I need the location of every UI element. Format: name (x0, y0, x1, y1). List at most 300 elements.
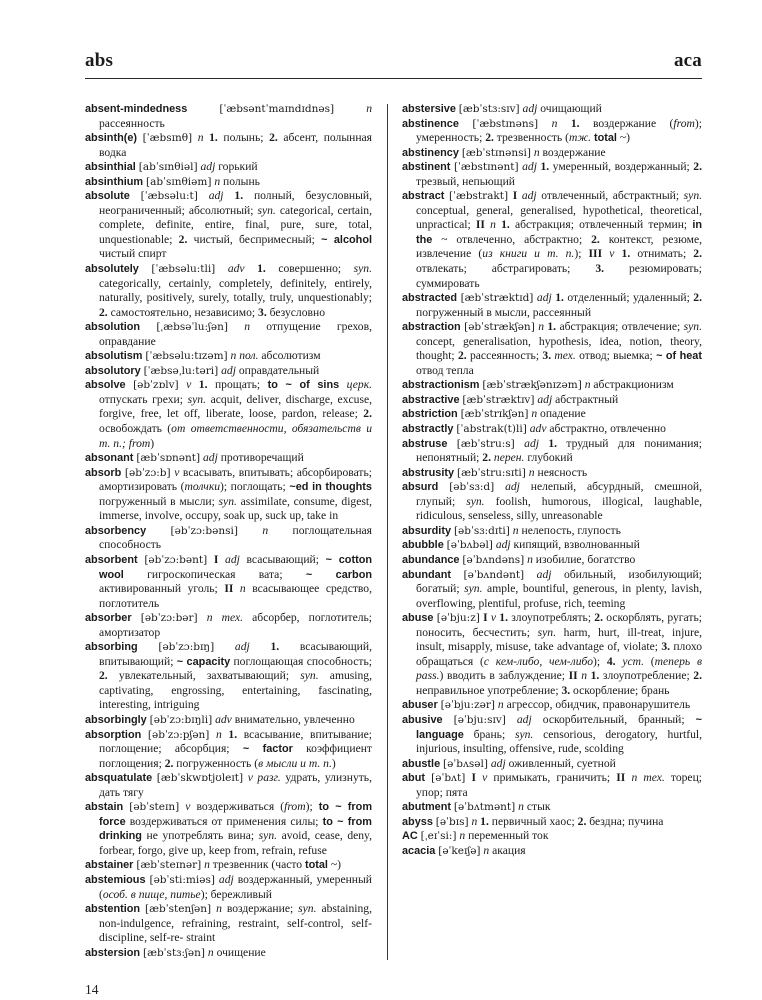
entry-text: categorically, certainly, completely, definitely, entirely, naturally, positively, surely, totally, truly, unquestionably; (99, 276, 372, 305)
pronunciation: [əˈbju:sɪv] (453, 713, 506, 726)
entry-text: примыкать, граничить; (487, 771, 617, 785)
italic-label: v (185, 800, 191, 814)
entry-text (459, 117, 472, 130)
italic-label: n (216, 727, 222, 741)
entry-abstractly (402, 422, 702, 437)
entry-text: foolish, humorous, illogical, laughable, ridiculous, senseless, silly, unreasonable (416, 494, 702, 523)
bold-collocation: ~ factor (242, 743, 293, 756)
bold-collocation: ~ capacity (176, 655, 231, 668)
pronunciation: [əˈbʌt] (431, 772, 466, 785)
italic-label: особ. в пище, питье (102, 887, 201, 901)
italic-label: syn. (514, 727, 534, 741)
sense-number: 1. (480, 814, 489, 828)
sense-number: 2. (693, 291, 702, 305)
pronunciation: [æbˈstræktɪd] (460, 292, 534, 305)
pronunciation: [ˈæbstɪnənt] (453, 161, 519, 174)
entry-text: акация (489, 843, 526, 857)
entry-abstracted (402, 291, 702, 320)
entry-abstersive (402, 102, 702, 117)
sense-number: 3. (661, 640, 671, 654)
bold-collocation: total (304, 859, 328, 872)
running-head (85, 50, 702, 79)
entry-text: трезвенник (часто (209, 858, 305, 872)
entry-abstrusity (402, 466, 702, 481)
italic-label: n (483, 843, 490, 857)
italic-label: adv (215, 712, 232, 726)
italic-label: adj (522, 160, 537, 174)
sense-number: II (224, 582, 234, 596)
entry-text: воздерживаться от применения силы; (125, 814, 323, 828)
italic-label: уст. (622, 654, 645, 668)
pronunciation: [əbˈzɔ:bər] (140, 612, 198, 625)
headword: abustle (402, 757, 441, 770)
bold-collocation: ~ carbon (305, 568, 372, 581)
entry-text: ~) (327, 858, 342, 872)
entry-text: harm, hurt, ill-treat, injure, insult, misapply, misuse, take advantage of, violate; (416, 625, 702, 654)
entry-acacia (402, 844, 702, 859)
entry-text: абстракция; отвлеченный термин; (509, 218, 693, 232)
italic-label: n (459, 829, 466, 843)
entry-text: conceptual, general, generalised, hypothetical, theoretical, unpractical; (416, 203, 702, 232)
entry-text: изобилие, богатство (532, 552, 636, 566)
entry-text: acquit, deliver, discharge, excuse, forgive, free, let off, liberate, loose, pardon, release; (99, 392, 372, 421)
italic-label: v разг. (247, 771, 281, 785)
headword: acacia (402, 844, 436, 857)
sense-number: 2. (269, 131, 278, 145)
bold-collocation: to ~ from force (99, 801, 373, 828)
italic-label: из книги и т. п. (482, 247, 575, 261)
entry-text (524, 568, 537, 581)
entry-text (179, 378, 187, 391)
headword: abstractive (402, 393, 460, 406)
entry-absinth-e (85, 131, 372, 160)
sense-number: II (568, 669, 578, 683)
italic-label: n (531, 407, 538, 421)
entry-absolutism (85, 349, 372, 364)
italic-label: n (581, 669, 587, 683)
entry-text (238, 524, 262, 537)
italic-label: n (490, 218, 496, 232)
italic-label: adj (536, 567, 552, 581)
pronunciation: [æbˈsɒnənt] (136, 452, 201, 465)
headword: abstinence (402, 117, 459, 130)
entry-text (126, 378, 134, 391)
entry-absinthial (85, 160, 372, 175)
bold-collocation: to ~ from drinking (99, 815, 372, 843)
entry-text (198, 611, 207, 624)
headword: AC (402, 830, 418, 843)
headword: absinth(e) (85, 132, 138, 145)
entry-absurdity (402, 524, 702, 539)
sense-number: II (475, 218, 485, 232)
headword: absinthial (85, 161, 136, 174)
entry-text: полынь; (217, 131, 270, 145)
italic-label: from (673, 116, 695, 130)
sense-number: 1. (570, 116, 580, 130)
italic-label: v (482, 771, 488, 785)
italic-label: adj (221, 363, 236, 377)
headword: abundance (402, 553, 460, 566)
entry-text: неясность (534, 465, 588, 479)
pronunciation: [æbˈskwɒtjʊleɪt] (156, 772, 244, 785)
sense-number: 2. (99, 669, 108, 683)
italic-label: v (609, 247, 615, 261)
headword: abyss (402, 815, 433, 828)
entry-text: абстракция; отвлечение; (556, 320, 684, 334)
entry-text: стык (523, 800, 551, 814)
entry-text: всасывать, впитывать; абсорбировать; амортизировать ( (99, 465, 372, 494)
entry-text (538, 117, 551, 130)
italic-label: syn. (257, 203, 276, 217)
italic-label: n (262, 523, 269, 537)
italic-label: adj (495, 538, 511, 552)
italic-label: adj (521, 189, 537, 203)
italic-label: adj (505, 480, 520, 494)
sense-number: 2. (482, 451, 491, 465)
italic-label: v (174, 465, 180, 479)
entry-text: самостоятельно, независимо; (107, 305, 259, 319)
column-right (402, 102, 702, 960)
entry-text: assimilate, consume, digest, immerse, involve, occupy, soak up, suck up, take in (99, 494, 372, 523)
pronunciation: [æbˈstru:sɪti] (456, 466, 526, 479)
sense-number: I (213, 552, 219, 566)
entry-abstinency (402, 146, 702, 161)
pronunciation: [əˈbʌtmənt] (453, 801, 516, 814)
italic-label: n (244, 320, 251, 334)
italic-label: adj (202, 451, 218, 465)
entry-text: умеренный, воздержанный; (549, 160, 694, 174)
sense-number: 1. (499, 611, 508, 625)
entry-ac (402, 829, 702, 844)
entry-text: отпущение грехов, оправдание (99, 320, 372, 348)
entry-text: удрать, улизнуть, дать тягу (99, 771, 372, 799)
headword: absolutism (85, 350, 143, 363)
headword: abubble (402, 539, 444, 552)
italic-label: syn. (537, 625, 556, 639)
sense-number: 1. (590, 669, 600, 683)
entry-text: нелепость, глупость (518, 523, 621, 537)
headword: absolutory (85, 364, 141, 377)
entry-text: всасывающее средство, поглотитель (99, 582, 372, 610)
headword: abstinent (402, 161, 451, 174)
italic-label: adj (234, 640, 250, 654)
entry-text (494, 480, 505, 493)
entry-abstention (85, 902, 372, 946)
sense-number: 1. (198, 378, 208, 392)
entry-text (215, 262, 228, 275)
entry-abstainer (85, 858, 372, 873)
entry-text (191, 378, 199, 391)
entry-text: абсолютизм (258, 349, 321, 363)
entry-text: поглощательная способность (99, 523, 373, 552)
headword: absolutely (85, 263, 139, 276)
sense-number: 2. (693, 247, 702, 261)
pronunciation: [ˈæbsəntˈmaɪndɪdnəs] (219, 103, 335, 115)
pronunciation: [æbˈstru:s] (456, 437, 515, 450)
pronunciation: [əbˈzɔ:bənsi] (170, 524, 238, 537)
entry-text: ) (331, 756, 336, 770)
italic-label: n (207, 945, 214, 959)
entry-text: прощать; (207, 378, 268, 392)
sense-number: III (588, 247, 603, 261)
italic-label: adj (524, 436, 539, 450)
entry-absinthium (85, 175, 372, 190)
entry-text: отпускать грехи; (99, 392, 188, 406)
entry-text: воздерживаться ( (190, 800, 285, 814)
headword: abstrusity (402, 466, 455, 479)
entry-absolutory (85, 364, 372, 379)
sense-number: 3. (561, 683, 571, 697)
entry-text: ); (574, 247, 589, 261)
pronunciation: [ˌæbsəˈlu:ʃən] (156, 321, 228, 334)
entry-abstractionism (402, 378, 702, 393)
headword: absent-mindedness (85, 103, 188, 115)
italic-label: adj (200, 160, 216, 174)
entry-text: воздержание (539, 145, 606, 159)
italic-label: adv (227, 262, 245, 276)
entry-text: воздержанный, умеренный ( (99, 872, 372, 901)
pronunciation: [əbˈzɔ:b] (124, 466, 171, 479)
italic-label: adj (516, 712, 532, 726)
entry-text: внимательно, увлеченно (231, 712, 355, 726)
entry-text: ); поглощать; (220, 480, 290, 494)
bold-collocation: ~ language (416, 713, 702, 741)
entry-text: противоречащий (217, 451, 304, 465)
italic-label: from (284, 800, 306, 814)
entry-text: абстрактный (552, 392, 619, 406)
entry-abstain (85, 800, 372, 858)
headword: absolution (85, 321, 141, 334)
italic-label: syn. (464, 582, 483, 596)
entry-absent-mindedness (85, 102, 372, 131)
entry-text: ); бережливый (200, 887, 272, 901)
entry-abstract (402, 189, 702, 291)
entry-text: полынь (220, 174, 260, 188)
pronunciation: [əbˈsteɪn] (129, 801, 180, 814)
italic-label: n (471, 814, 478, 828)
entry-abstriction (402, 407, 702, 422)
headword: absolve (85, 379, 126, 392)
entry-text (339, 378, 347, 391)
pronunciation: [əbˈsɜ:dɪti] (453, 524, 510, 537)
entry-text: опадение (537, 407, 586, 421)
italic-label: syn. (300, 669, 319, 683)
italic-label: syn. (683, 189, 703, 203)
pronunciation: [ˈæbsəlu:tli] (151, 263, 216, 276)
sense-number: 2. (577, 814, 587, 828)
headword: absorb (85, 466, 122, 479)
entry-text (228, 320, 244, 333)
italic-label: n (584, 378, 591, 392)
italic-label: syn. (298, 902, 317, 916)
italic-label: n (204, 858, 210, 872)
entry-text (141, 728, 148, 741)
pronunciation: [əˈbju:z] (436, 612, 480, 625)
sense-number: II (616, 771, 626, 785)
sense-number: 2. (99, 305, 108, 319)
entry-text: гигроскопическая вата; (123, 567, 306, 581)
pronunciation: [æbˈstɜ:sɪv] (458, 103, 520, 115)
italic-label: syn. (353, 262, 372, 276)
headword: absurdity (402, 524, 452, 537)
headword: abuser (402, 699, 438, 712)
entry-text: чистый спирт (99, 247, 167, 261)
guide-word-left: abs (85, 50, 114, 71)
headword: abstinency (402, 146, 459, 159)
entry-text: абсент, полынная водка (99, 131, 373, 159)
entry-abyss (402, 815, 702, 830)
entry-text: глубокий (524, 451, 573, 465)
pronunciation: [əˈbɪs] (435, 815, 469, 828)
bold-collocation: ~ cotton wool (99, 553, 373, 581)
italic-label: от ответственности, обязательств и т. п.; from (99, 422, 373, 450)
pronunciation: [æbˈstenʃən] (145, 903, 212, 916)
entry-absorbent (85, 553, 372, 611)
italic-label: syn. (258, 829, 278, 843)
pronunciation: [əbˈzɔ:bɪŋ] (158, 641, 215, 654)
pronunciation: [ˈæbsəˌlu:təri] (143, 364, 219, 377)
entry-text: погруженность ( (173, 756, 259, 770)
italic-label: церк. (346, 378, 373, 392)
headword: absorber (85, 612, 132, 625)
pronunciation: [əˈbju:zər] (440, 699, 495, 712)
pronunciation: [ˈæbstrakt] (448, 190, 509, 203)
entry-abubble (402, 538, 702, 553)
italic-label: adj (522, 102, 538, 115)
bold-collocation: to ~ of sins (267, 379, 340, 392)
sense-number: I (483, 611, 488, 625)
headword: abstain (85, 801, 124, 814)
italic-label: adv (529, 422, 547, 436)
italic-label: adj (536, 291, 552, 305)
entry-text: плохо обращаться ( (416, 640, 702, 668)
entry-text: отвлекать; абстрагировать; (416, 262, 596, 276)
entry-absorbency (85, 524, 372, 553)
entry-abstinent (402, 160, 702, 189)
pronunciation: [əˈbʌsəl] (443, 757, 488, 770)
entry-text (132, 611, 141, 624)
entry-abstractive (402, 393, 702, 408)
entry-text: поглощающая способность; (230, 654, 372, 668)
italic-label: syn. (466, 494, 485, 508)
italic-label: n (239, 582, 246, 596)
sense-number: 3. (595, 262, 605, 276)
pronunciation: [æbˈstrɪkʃən] (460, 408, 529, 421)
italic-label: тж. (568, 131, 592, 145)
entry-absorbing (85, 640, 372, 713)
sense-number: 2. (693, 669, 702, 683)
italic-label: n (497, 698, 504, 712)
headword: abstemious (85, 873, 146, 886)
italic-label: n пол. (230, 349, 259, 363)
sense-number: 1. (501, 218, 510, 232)
italic-label: v (490, 611, 497, 625)
entry-text: оживленный, суетной (505, 756, 616, 770)
italic-label: n (518, 800, 524, 814)
entry-text: ); (305, 800, 319, 814)
entry-text (515, 437, 524, 450)
entry-text: ample, bountiful, generous, in plenty, lavish, overflowing, plentiful, profuse, rich, teeming (416, 582, 702, 610)
entry-abstraction (402, 320, 702, 378)
entry-text: погруженный в мысли, рассеянный (416, 305, 592, 319)
entry-text: avoid, cease, deny, forbear, forgo, give up, keep from, refrain, refuse (99, 829, 372, 857)
pronunciation: [əbˈzɔ:bənt] (144, 553, 208, 566)
entry-text: ~ отвлеченно, абстрактно; (432, 232, 592, 246)
entry-text: абстрактно, отвлеченно (546, 422, 666, 436)
entry-text (443, 713, 454, 726)
italic-label: adj (490, 756, 506, 770)
sense-number: 2. (363, 407, 372, 421)
italic-label: перен. (493, 451, 525, 465)
headword: abstriction (402, 408, 458, 421)
entry-absurd (402, 480, 702, 524)
italic-label: syn. (187, 392, 206, 406)
entry-absorber (85, 611, 372, 640)
sense-number: I (512, 189, 518, 203)
entry-text: активированный уголь; (99, 582, 225, 596)
bold-collocation: total (593, 132, 617, 145)
entry-abstersion (85, 946, 372, 961)
sense-number: 1. (540, 160, 550, 174)
pronunciation: [əbˈsti:miəs] (149, 873, 215, 886)
entry-text: контекст, резюме, извлечение ( (416, 232, 702, 261)
headword: abut (402, 772, 425, 785)
headword: absorption (85, 728, 142, 741)
entry-abuse (402, 611, 702, 698)
sense-number: 2. (485, 131, 494, 145)
sense-number: 4. (606, 654, 616, 668)
italic-label: в мысли и т. п. (258, 756, 332, 770)
headword: abstractly (402, 423, 454, 436)
entry-text (140, 320, 156, 333)
page-number: 14 (85, 982, 99, 998)
headword: abstruse (402, 437, 448, 450)
headword: absurd (402, 481, 439, 494)
italic-label: n (197, 131, 204, 145)
pronunciation: [ˈæbstɪnəns] (472, 117, 539, 130)
pronunciation: [æbˈsteɪnər] (136, 859, 202, 872)
headword: absorbingly (85, 713, 147, 726)
entry-text: нелепый, абсурдный, смешной, глупый; (416, 480, 703, 508)
entry-text: увлекательный, захватывающий; (107, 669, 301, 683)
pronunciation: [ˈæbsəlu:t] (140, 190, 198, 203)
italic-label: syn. (683, 320, 702, 334)
entry-text (539, 437, 548, 450)
entry-text: оскорбление; брань (570, 683, 670, 697)
entry-text: categorical, certain, complete, definite, entire, final, pure, sure, total, unquestionable; (99, 203, 372, 246)
entry-abusive (402, 713, 702, 757)
italic-label: n тех. (631, 771, 665, 785)
entry-text: трезвенность ( (493, 131, 569, 145)
sense-number: 2. (457, 349, 467, 363)
entry-absonant (85, 451, 372, 466)
sense-number: 1. (547, 320, 557, 334)
entry-text: очищающий (537, 102, 602, 115)
pronunciation: [abˈsɪnθiəm] (146, 175, 212, 188)
italic-label: теперь в pass. (416, 654, 702, 683)
italic-label: adj (225, 552, 240, 566)
headword: abstract (402, 190, 445, 203)
entry-text: очищение (213, 945, 266, 959)
sense-number: 1. (257, 262, 266, 276)
pronunciation: [æbˈstɪnənsi] (461, 146, 531, 159)
pronunciation: [əbˈstrækʃən] (464, 321, 535, 334)
italic-label: n (527, 552, 533, 566)
pronunciation: [ˌeɪˈsi:] (420, 830, 457, 843)
italic-label: adj (208, 189, 224, 203)
bold-collocation: ~ alcohol (321, 233, 372, 246)
entry-abstinence (402, 117, 702, 146)
